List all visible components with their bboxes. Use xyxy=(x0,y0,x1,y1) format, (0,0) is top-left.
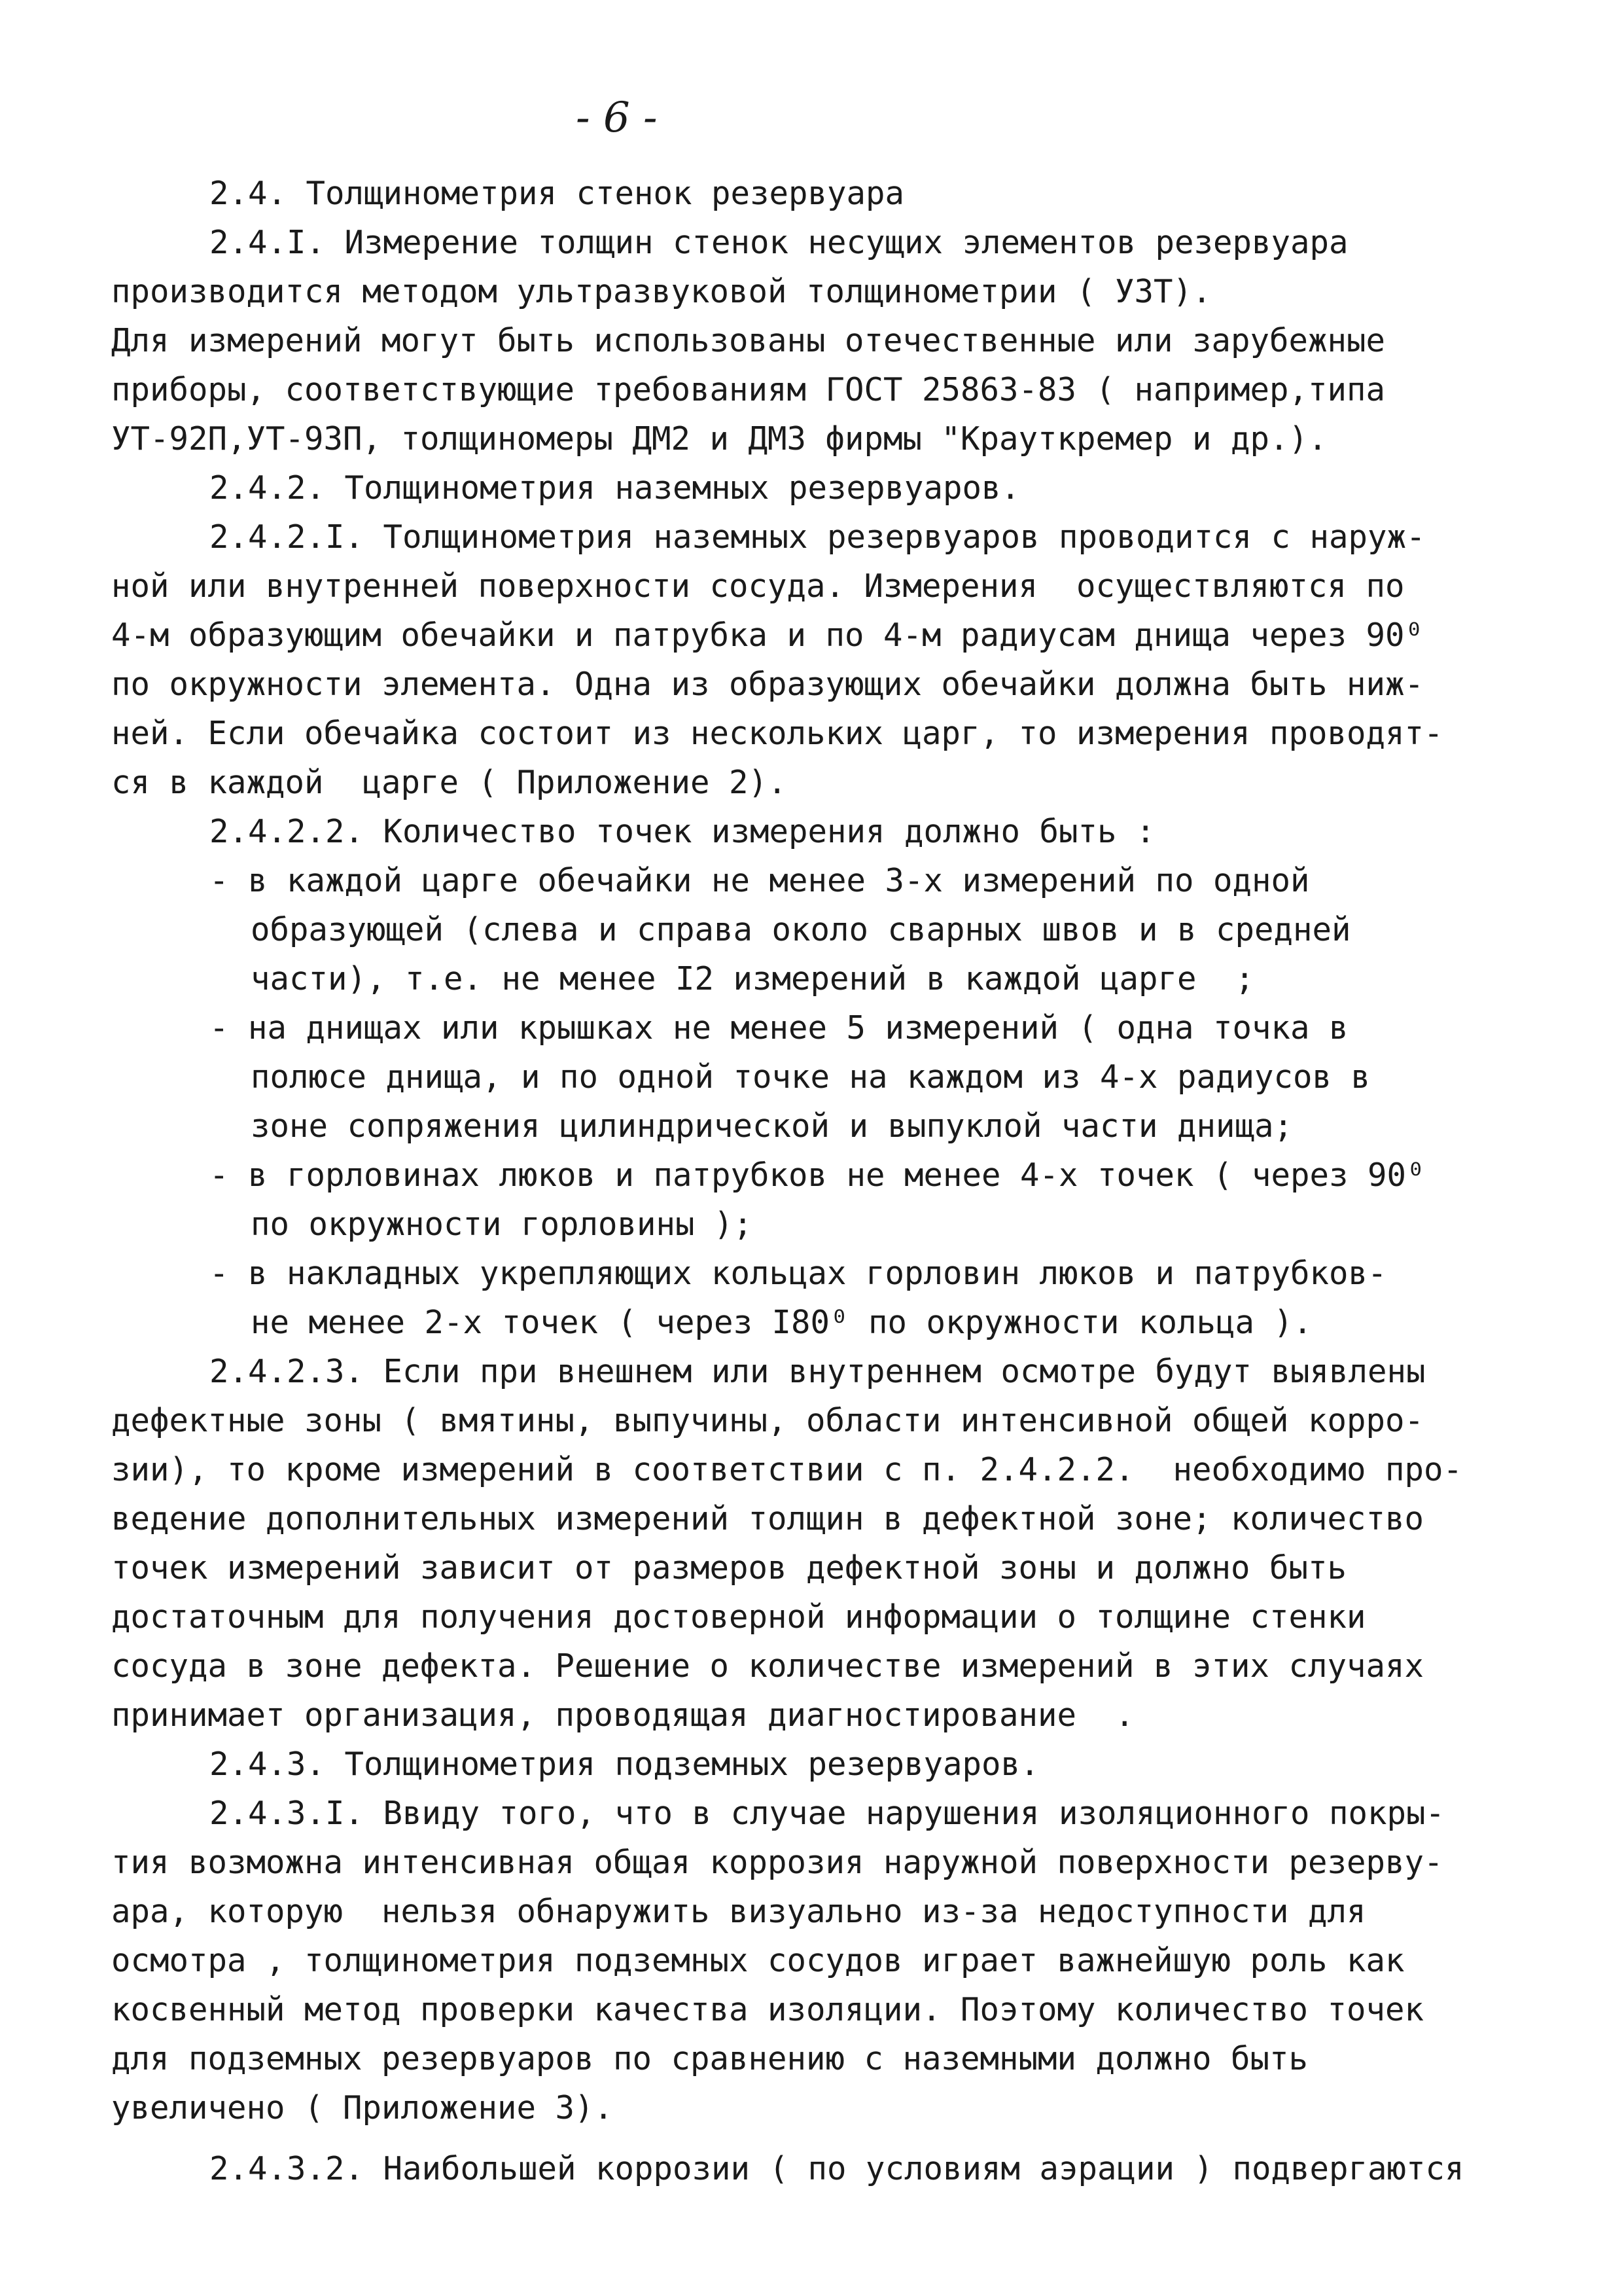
list-item-continuation: образующей (слева и справа около сварных швов и в средней xyxy=(251,911,1351,948)
paragraph-line: 2.4.I. Измерение толщин стенок несущих элементов резервуара xyxy=(209,224,1349,261)
page-number: - 6 - xyxy=(576,94,658,142)
paragraph-line: приборы, соответствующие требованиям ГОСТ 25863-83 ( например,типа xyxy=(111,371,1386,408)
paragraph-line: ся в каждой царге ( Приложение 2). xyxy=(111,764,787,801)
paragraph-line: тия возможна интенсивная общая коррозия наружной поверхности резерву- xyxy=(111,1844,1443,1881)
paragraph-line: 2.4.3.I. Ввиду того, что в случае нарушения изоляционного покры- xyxy=(209,1795,1445,1832)
paragraph-line: ной или внутренней поверхности сосуда. Измерения осуществляются по xyxy=(111,567,1405,605)
list-item: - в горловинах люков и патрубков не менее 4-х точек ( через 90⁰ xyxy=(209,1157,1426,1194)
list-item-continuation: полюсе днища, и по одной точке на каждом из 4-х радиусов в xyxy=(251,1058,1371,1096)
paragraph-line: 2.4.3.2. Наибольшей коррозии ( по условиям аэрации ) подвергаются xyxy=(209,2150,1464,2187)
paragraph-line: ней. Если обечайка состоит из нескольких царг, то измерения проводят- xyxy=(111,715,1443,752)
paragraph-line: увеличено ( Приложение 3). xyxy=(111,2089,614,2126)
paragraph-line: принимает организация, проводящая диагностирование . xyxy=(111,1696,1135,1734)
paragraph-line: 4-м образующим обечайки и патрубка и по 4-м радиусам днища через 90⁰ xyxy=(111,617,1424,654)
list-item: - на днищах или крышках не менее 5 измерений ( одна точка в xyxy=(209,1009,1349,1047)
paragraph-line: УТ-92П,УТ-93П, толщиномеры ДМ2 и ДМ3 фирмы "Крауткремер и др.). xyxy=(111,420,1328,457)
paragraph-line: точек измерений зависит от размеров дефектной зоны и должно быть xyxy=(111,1549,1347,1587)
paragraph-line: зии), то кроме измерений в соответствии с п. 2.4.2.2. необходимо про- xyxy=(111,1451,1463,1488)
list-item: - в каждой царге обечайки не менее 3-х измерений по одной xyxy=(209,862,1310,899)
paragraph-line: Для измерений могут быть использованы отечественные или зарубежные xyxy=(111,322,1386,359)
paragraph-line: 2.4.2.2. Количество точек измерения должно быть : xyxy=(209,813,1156,850)
list-item: - в накладных укрепляющих кольцах горловин люков и патрубков- xyxy=(209,1255,1387,1292)
paragraph-line: 2.4.2.3. Если при внешнем или внутреннем осмотре будут выявлены xyxy=(209,1353,1426,1390)
paragraph-line: сосуда в зоне дефекта. Решение о количестве измерений в этих случаях xyxy=(111,1647,1424,1685)
section-heading: 2.4.3. Толщинометрия подземных резервуаров. xyxy=(209,1746,1040,1783)
list-item-continuation: зоне сопряжения цилиндрической и выпуклой части днища; xyxy=(251,1107,1294,1145)
paragraph-line: дефектные зоны ( вмятины, выпучины, области интенсивной общей корро- xyxy=(111,1402,1424,1439)
list-item-continuation: части), т.е. не менее I2 измерений в каждой царге ; xyxy=(251,960,1255,997)
document-body xyxy=(111,169,1525,2193)
paragraph-line: достаточным для получения достоверной информации о толщине стенки xyxy=(111,1598,1366,1636)
list-item-continuation: по окружности горловины ); xyxy=(251,1206,753,1243)
paragraph-line: по окружности элемента. Одна из образующих обечайки должна быть ниж- xyxy=(111,666,1424,703)
paragraph-line: 2.4.2.I. Толщинометрия наземных резервуаров проводится с наруж- xyxy=(209,518,1426,556)
section-heading: 2.4.2. Толщинометрия наземных резервуаров. xyxy=(209,469,1021,507)
spacer xyxy=(111,2132,1525,2144)
section-heading: 2.4. Толщинометрия стенок резервуара xyxy=(209,175,905,212)
paragraph-line: производится методом ультразвуковой толщинометрии ( УЗТ). xyxy=(111,273,1212,310)
paragraph-line: ара, которую нельзя обнаружить визуально из-за недоступности для xyxy=(111,1893,1366,1930)
paragraph-line: для подземных резервуаров по сравнению с наземными должно быть xyxy=(111,2040,1309,2077)
paragraph-line: осмотра , толщинометрия подземных сосудов играет важнейшую роль как xyxy=(111,1942,1405,1979)
paragraph-line: ведение дополнительных измерений толщин в дефектной зоне; количество xyxy=(111,1500,1424,1537)
list-item-continuation: не менее 2-х точек ( через I80⁰ по окружности кольца ). xyxy=(251,1304,1313,1341)
paragraph-line: косвенный метод проверки качества изоляции. Поэтому количество точек xyxy=(111,1991,1424,2028)
